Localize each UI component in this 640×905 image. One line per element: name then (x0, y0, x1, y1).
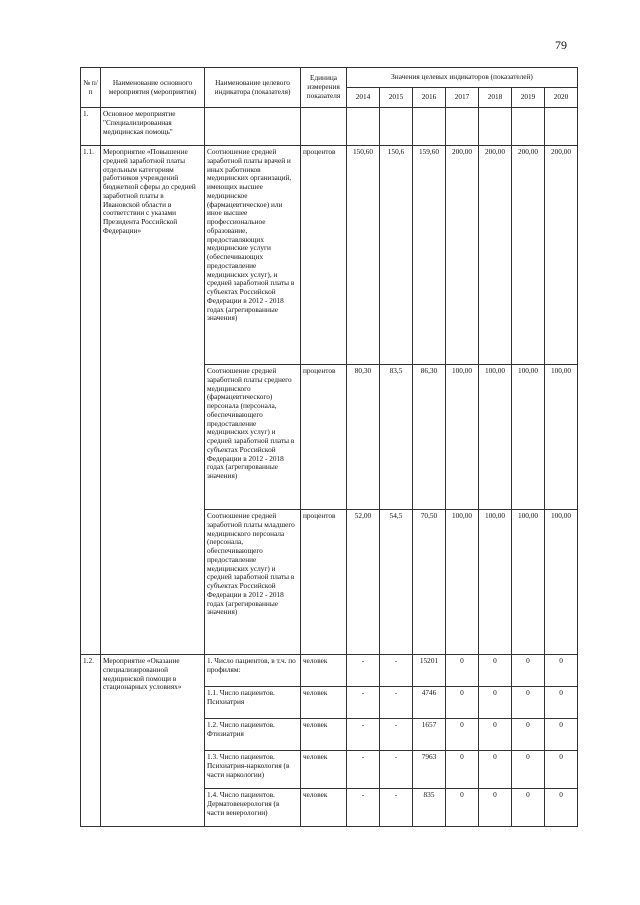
indicator-name: 1.3. Число пациентов. Психиатрия-наркология (в части наркологии) (205, 751, 301, 789)
table-row (81, 108, 578, 146)
indicator-value: 4746 (413, 687, 446, 719)
indicator-name: 1.1. Число пациентов. Психиатрия (205, 687, 301, 719)
indicator-name: Соотношение средней заработной платы врачей и иных работников медицинских организаций, имеющих высшее медицинское (фармацевтическое) или иное высшее профессиональное образование, предоставляющих медицинские услуги (обеспечивающих предоставление медицинских услуг), и средней заработной платы в субъектах Российской Федерации в 2012 - 2018 годах (агрегированные значения) (205, 146, 301, 365)
indicator-value: 0 (479, 655, 512, 687)
header-event-name: Наименование основного мероприятия (мероприятия) (101, 68, 205, 108)
indicators-table (80, 67, 578, 827)
indicator-value: 0 (446, 789, 479, 827)
indicator-name: 1.4. Число пациентов. Дерматовенерология (в части венерологии) (205, 789, 301, 827)
indicator-value: 0 (446, 751, 479, 789)
indicator-value: 0 (512, 789, 545, 827)
indicator-value: 0 (479, 719, 512, 751)
header-values-title: Значения целевых индикаторов (показателей) (347, 68, 578, 88)
indicator-name: 1. Число пациентов, в т.ч. по профилям: (205, 655, 301, 687)
row-num: 1.1. (81, 146, 101, 655)
indicator-value: 0 (446, 687, 479, 719)
indicator-value: 835 (413, 789, 446, 827)
indicator-value: 15201 (413, 655, 446, 687)
indicator-value: 100,00 (479, 510, 512, 655)
indicator-value: 83,5 (380, 365, 413, 510)
indicator-value: 52,00 (347, 510, 380, 655)
indicator-value: 0 (545, 655, 578, 687)
indicator-value: - (347, 687, 380, 719)
indicator-value: 0 (479, 789, 512, 827)
indicator-value: - (347, 719, 380, 751)
page-number: 79 (555, 38, 567, 52)
indicator-value: 100,00 (479, 365, 512, 510)
indicator-value: - (347, 655, 380, 687)
indicator-unit: процентов (301, 146, 347, 365)
indicator-value: - (347, 789, 380, 827)
indicator-value: 100,00 (446, 510, 479, 655)
indicator-value: 150,6 (380, 146, 413, 365)
indicator-value: 100,00 (545, 510, 578, 655)
indicator-value: - (380, 655, 413, 687)
indicator-value: 100,00 (446, 365, 479, 510)
indicator-value: 70,50 (413, 510, 446, 655)
row-event: Основное мероприятие "Специализированная медицинская помощь" (101, 108, 205, 146)
indicator-unit: человек (301, 719, 347, 751)
indicator-name: Соотношение средней заработной платы младшего медицинского персонала (персонала, обеспечивающего предоставление медицинских услуг) и средней заработной платы в субъектах Российской Федерации в 2012 - 2018 годах (агрегированные значения) (205, 510, 301, 655)
indicator-value: 0 (545, 751, 578, 789)
indicator-value: 200,00 (545, 146, 578, 365)
indicator-value: 0 (479, 751, 512, 789)
indicator-unit: человек (301, 687, 347, 719)
header-year: 2020 (545, 88, 578, 108)
indicator-value: - (380, 687, 413, 719)
indicator-value: 7963 (413, 751, 446, 789)
indicator-value: 0 (446, 719, 479, 751)
indicator-value: 100,00 (545, 365, 578, 510)
indicator-value: 200,00 (446, 146, 479, 365)
header-num: № п/п (81, 68, 101, 108)
header-year: 2018 (479, 88, 512, 108)
indicator-unit: человек (301, 751, 347, 789)
indicator-unit: человек (301, 655, 347, 687)
indicator-value: 0 (512, 655, 545, 687)
indicator-value: 54,5 (380, 510, 413, 655)
indicator-value: 80,30 (347, 365, 380, 510)
indicator-value: 1657 (413, 719, 446, 751)
indicator-value: 0 (446, 655, 479, 687)
indicator-value: - (347, 751, 380, 789)
indicator-value: 100,00 (512, 365, 545, 510)
table-row (81, 655, 578, 687)
indicator-value: - (380, 719, 413, 751)
indicator-unit: процентов (301, 365, 347, 510)
indicator-value: 200,00 (512, 146, 545, 365)
indicator-value: 159,60 (413, 146, 446, 365)
indicator-value: 0 (545, 719, 578, 751)
indicator-name: Соотношение средней заработной платы среднего медицинского (фармацевтического) персонала (персонала, обеспечивающего предоставление медицинских услуг) и средней заработной платы в субъектах Российской Федерации в 2012 - 2018 годах (агрегированные значения) (205, 365, 301, 510)
header-indicator-name: Наименование целевого индикатора (показателя) (205, 68, 301, 108)
indicator-value: 0 (512, 751, 545, 789)
row-num: 1. (81, 108, 101, 146)
header-year: 2015 (380, 88, 413, 108)
table-row (81, 146, 578, 365)
indicator-unit: человек (301, 789, 347, 827)
header-year: 2019 (512, 88, 545, 108)
indicator-unit: процентов (301, 510, 347, 655)
header-unit: Единица измерения показателя (301, 68, 347, 108)
indicator-value: 0 (545, 687, 578, 719)
indicator-value: 0 (545, 789, 578, 827)
indicator-value: 0 (512, 687, 545, 719)
row-event: Мероприятие «Оказание специализированной медицинской помощи в стационарных условиях» (101, 655, 205, 827)
header-year: 2017 (446, 88, 479, 108)
row-num: 1.2. (81, 655, 101, 827)
indicator-value: 100,00 (512, 510, 545, 655)
indicator-value: - (380, 751, 413, 789)
indicator-value: 0 (479, 687, 512, 719)
indicator-name: 1.2. Число пациентов. Фтизиатрия (205, 719, 301, 751)
indicator-value: - (380, 789, 413, 827)
indicator-value: 150,60 (347, 146, 380, 365)
indicator-value: 200,00 (479, 146, 512, 365)
header-year: 2014 (347, 88, 380, 108)
header-year: 2016 (413, 88, 446, 108)
indicator-value: 0 (512, 719, 545, 751)
row-event: Мероприятие «Повышение средней заработной платы отдельным категориям работников учреждений бюджетной сферы до средней заработной платы в Ивановской области в соответствии с указами Президента Российской Федерации» (101, 146, 205, 655)
indicator-value: 86,30 (413, 365, 446, 510)
